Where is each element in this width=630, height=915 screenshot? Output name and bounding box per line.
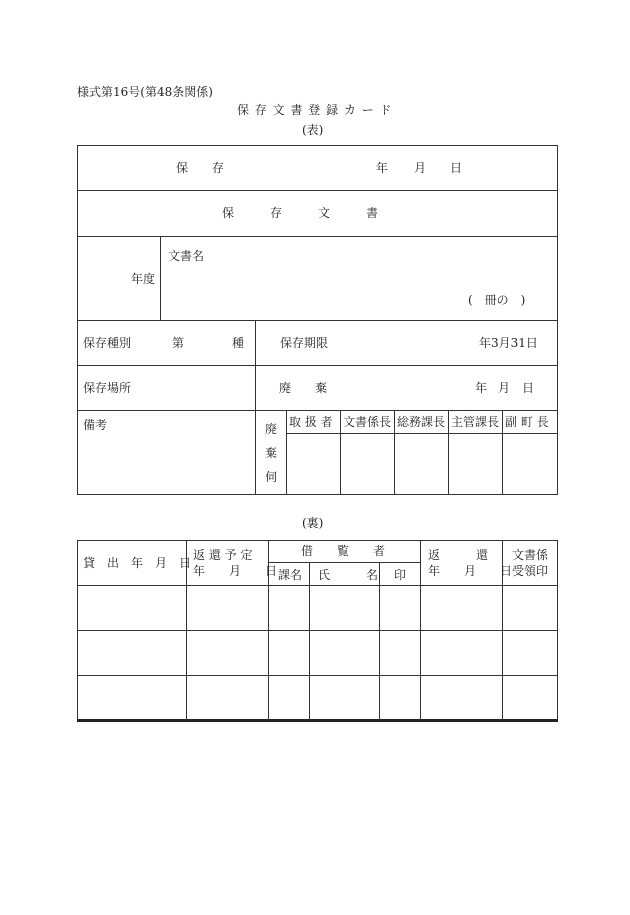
haiki-ukagai-1: 廃 xyxy=(265,422,278,436)
back-table-bottom-rule xyxy=(77,719,558,722)
haiki-year: 年 xyxy=(475,381,488,395)
header-shakuransha: 借 覧 者 xyxy=(301,544,386,558)
front-label: (表) xyxy=(302,123,324,137)
stamp-cell-somu-kacho[interactable] xyxy=(395,434,447,494)
cell-kamei-3[interactable] xyxy=(269,676,308,718)
approver-toriatsukai: 取 扱 者 xyxy=(289,415,333,429)
haiki-ukagai-3: 伺 xyxy=(265,470,278,484)
cell-henkan-yotei-1[interactable] xyxy=(187,586,267,629)
header-kashidashi: 貸 出 年 月 日 xyxy=(83,556,192,570)
header-shimei: 氏 名 xyxy=(318,568,379,582)
cell-henkan-1[interactable] xyxy=(421,586,501,629)
stamp-cell-bunsho-kakaricho[interactable] xyxy=(341,434,393,494)
cell-kashidashi-2[interactable] xyxy=(78,631,185,674)
approver-bunsho-kakaricho: 文書係長 xyxy=(343,415,392,429)
hozon-kigen-label: 保存期限 xyxy=(280,336,329,350)
hozon-shubetsu-label: 保存種別 xyxy=(83,336,132,350)
cell-juryo-3[interactable] xyxy=(503,676,557,718)
header-bunshogakari-1: 文書係 xyxy=(512,548,549,562)
stamp-cell-shukan-kacho[interactable] xyxy=(449,434,501,494)
hozon-label: 保 存 xyxy=(176,161,225,175)
cell-in-2[interactable] xyxy=(380,631,419,674)
approver-somu-kacho: 総務課長 xyxy=(397,415,446,429)
nendo-label: 年度 xyxy=(131,272,156,286)
hozon-month: 月 xyxy=(414,161,427,175)
cell-shimei-3[interactable] xyxy=(310,676,378,718)
dai-label: 第 xyxy=(172,336,185,350)
cell-kashidashi-3[interactable] xyxy=(78,676,185,718)
haiki-day: 日 xyxy=(522,381,535,395)
form-number: 様式第16号(第48条関係) xyxy=(77,85,213,99)
header-henkan-1: 返 還 xyxy=(428,548,489,562)
cell-juryo-1[interactable] xyxy=(503,586,557,629)
biko-label: 備考 xyxy=(83,418,108,432)
approver-shukan-kacho: 主管課長 xyxy=(451,415,500,429)
haiki-label: 廃 棄 xyxy=(279,381,328,395)
header-henkan-yotei-2: 年 月 日 xyxy=(193,564,278,578)
haiki-month: 月 xyxy=(498,381,511,395)
back-label: (裏) xyxy=(302,516,324,530)
hozon-basho-label: 保存場所 xyxy=(83,381,132,395)
cell-henkan-yotei-2[interactable] xyxy=(187,631,267,674)
stamp-cell-fuku-chocho[interactable] xyxy=(503,434,557,494)
header-in: 印 xyxy=(394,568,407,582)
hozon-kigen-value: 年3月31日 xyxy=(479,336,538,350)
approver-fuku-chocho: 副 町 長 xyxy=(505,415,549,429)
cell-juryo-2[interactable] xyxy=(503,631,557,674)
satsu-label: ( 冊の ) xyxy=(468,293,526,307)
card-title: 保 存 文 書 登 録 カ ー ド xyxy=(237,103,393,117)
cell-kamei-1[interactable] xyxy=(269,586,308,629)
cell-shimei-1[interactable] xyxy=(310,586,378,629)
hozon-bunsho-heading: 保 存 文 書 xyxy=(222,206,379,220)
header-bunshogakari-2: 受領印 xyxy=(512,564,549,578)
cell-in-3[interactable] xyxy=(380,676,419,718)
cell-in-1[interactable] xyxy=(380,586,419,629)
stamp-cell-toriatsukai[interactable] xyxy=(287,434,339,494)
bunsho-mei-label: 文書名 xyxy=(168,249,205,263)
header-kamei: 課名 xyxy=(278,568,303,582)
hozon-day: 日 xyxy=(450,161,463,175)
cell-henkan-2[interactable] xyxy=(421,631,501,674)
cell-henkan-yotei-3[interactable] xyxy=(187,676,267,718)
cell-kamei-2[interactable] xyxy=(269,631,308,674)
hozon-year: 年 xyxy=(376,161,389,175)
header-henkan-yotei-1: 返 還 予 定 xyxy=(193,548,253,562)
haiki-ukagai-2: 棄 xyxy=(265,446,278,460)
cell-shimei-2[interactable] xyxy=(310,631,378,674)
cell-henkan-3[interactable] xyxy=(421,676,501,718)
cell-kashidashi-1[interactable] xyxy=(78,586,185,629)
shu-label: 種 xyxy=(232,336,245,350)
header-henkan-2: 年 月 日 xyxy=(428,564,513,578)
